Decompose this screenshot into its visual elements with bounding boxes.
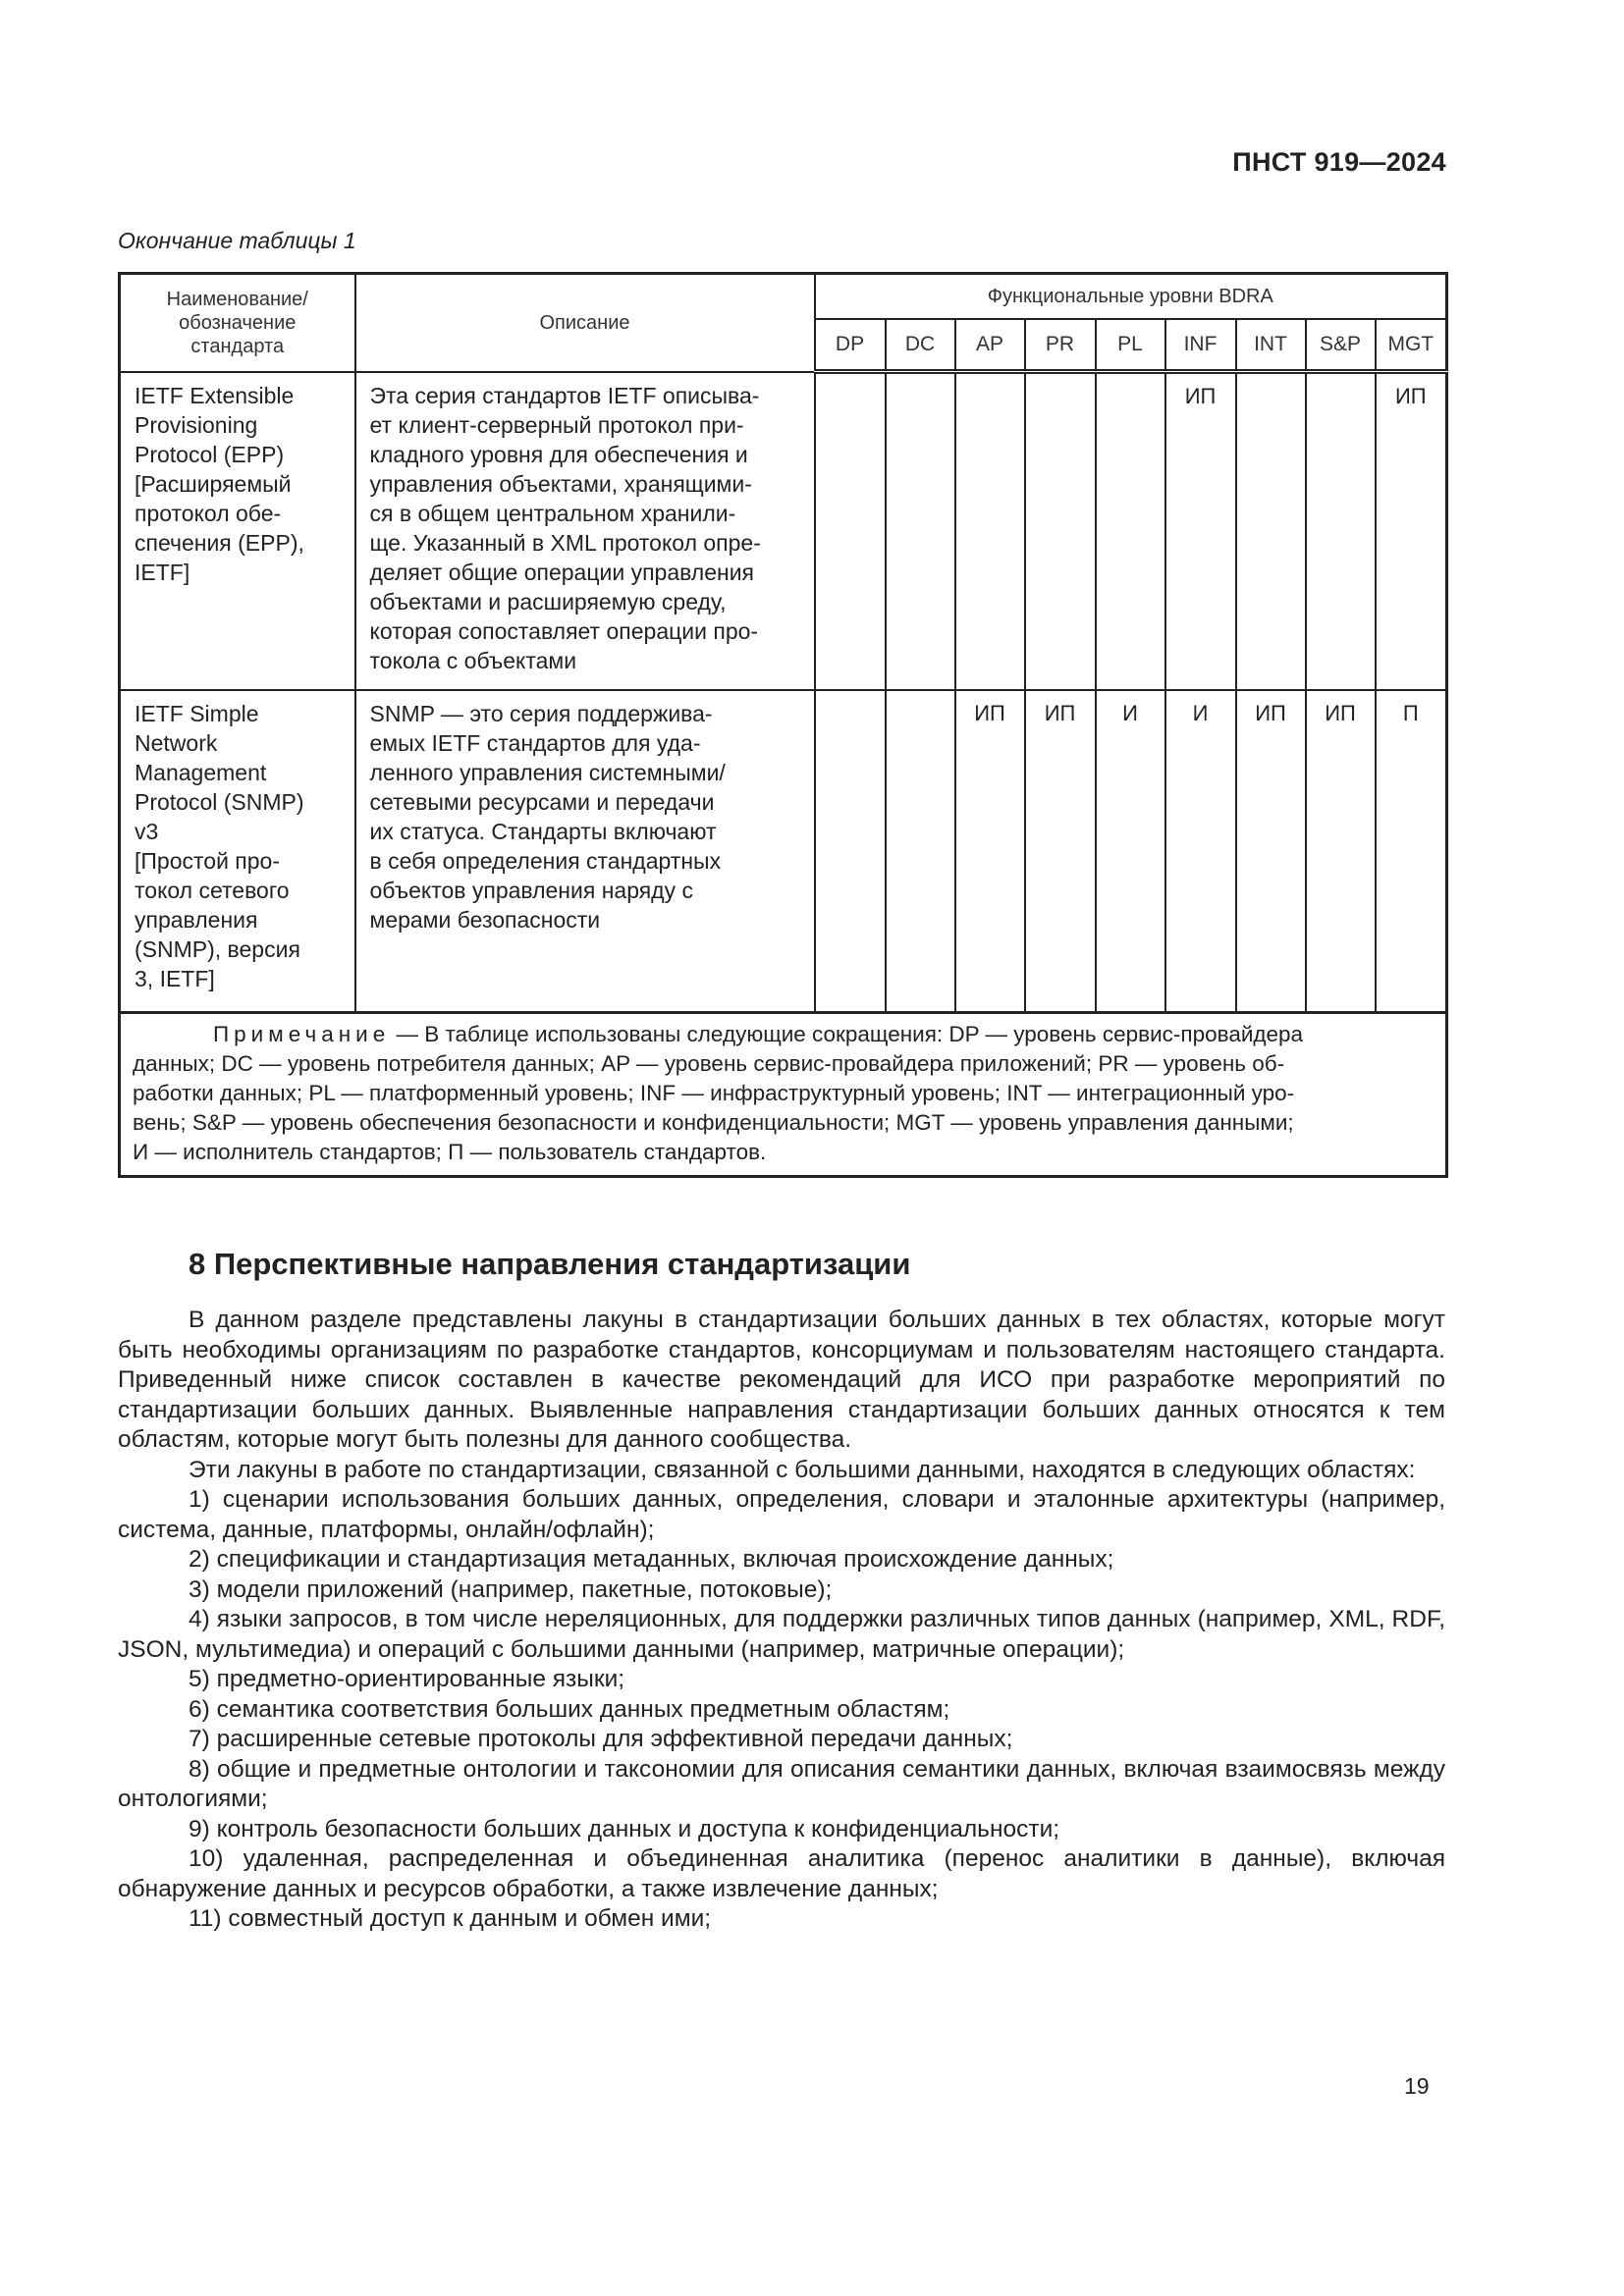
description-cell xyxy=(355,372,815,690)
description-line: мерами безопасности xyxy=(369,906,601,933)
list-item: 5) предметно-ориентированные языки; xyxy=(189,1666,625,1692)
standard-name-cell xyxy=(120,690,355,1013)
list-item: 2) спецификации и стандартизация метаданных, включая происхождение данных; xyxy=(189,1546,1114,1573)
header-levels-group: Функциональные уровни BDRA xyxy=(815,274,1447,320)
level-cell: И xyxy=(1096,690,1165,1013)
standard-name-line: [Расширяемый xyxy=(135,470,292,497)
header-level: MGT xyxy=(1376,319,1447,372)
header-level: INT xyxy=(1236,319,1306,372)
standard-name-line: Protocol (EPP) xyxy=(135,441,285,467)
header-level: PL xyxy=(1096,319,1165,372)
description-line: сетевыми ресурсами и передачи xyxy=(369,788,715,815)
level-cell: ИП xyxy=(955,690,1025,1013)
header-level: INF xyxy=(1165,319,1236,372)
description-line: деляет общие операции управления xyxy=(369,559,755,585)
level-cell xyxy=(1306,372,1376,690)
level-cell: ИП xyxy=(1165,372,1236,690)
level-cell xyxy=(1236,372,1306,690)
description-line: Эта серия стандартов IETF описыва- xyxy=(369,382,760,408)
list-item: 4) языки запросов, в том числе нереляционных, для поддержки различных типов данных (например, XML, RDF, JSON, мультимедиа) и операций с большими данными (например, матричные операции); xyxy=(118,1606,1445,1663)
standard-name-line: v3 xyxy=(135,818,159,844)
description-cell xyxy=(355,690,815,1013)
description-line: емых IETF стандартов для уда- xyxy=(369,729,701,756)
table-note-row xyxy=(120,1012,1447,1176)
note-line: работки данных; PL — платформенный уровень; INF — инфраструктурный уровень; INT — интеграционный уро- xyxy=(133,1080,1295,1105)
description-line: токола с объектами xyxy=(369,647,577,673)
table-row xyxy=(120,372,1447,690)
level-cell: П xyxy=(1376,690,1447,1013)
description-line: ся в общем центральном хранили- xyxy=(369,500,736,526)
standard-name-line: [Простой про- xyxy=(135,847,281,874)
header-level: S&P xyxy=(1306,319,1376,372)
note-line xyxy=(133,1020,1435,1049)
level-cell: И xyxy=(1165,690,1236,1013)
list-item: 9) контроль безопасности больших данных и доступа к конфиденциальности; xyxy=(189,1815,1060,1842)
header-name xyxy=(120,274,355,372)
description-line: SNMP — это серия поддержива- xyxy=(369,700,713,726)
description-line: управления объектами, хранящими- xyxy=(369,470,752,497)
level-cell: ИП xyxy=(1236,690,1306,1013)
description-line: ще. Указанный в XML протокол опре- xyxy=(369,529,761,556)
header-description: Описание xyxy=(355,274,815,372)
header-name-line: обозначение xyxy=(179,311,297,334)
standard-name-line: протокол обе- xyxy=(135,500,282,526)
standard-name-line: Provisioning xyxy=(135,411,258,438)
level-cell xyxy=(815,690,886,1013)
list-item: 3) модели приложений (например, пакетные, потоковые); xyxy=(189,1575,833,1603)
note-line: вень; S&P — уровень обеспечения безопасности и конфиденциальности; MGT — уровень управления данными; xyxy=(133,1109,1294,1135)
description-line: их статуса. Стандарты включают xyxy=(369,818,717,844)
level-cell xyxy=(886,690,955,1013)
note-line: И — исполнитель стандартов; П — пользователь стандартов. xyxy=(133,1139,767,1164)
level-cell xyxy=(886,372,955,690)
table-note xyxy=(120,1012,1447,1176)
header-level: DP xyxy=(815,319,886,372)
standards-table xyxy=(118,272,1448,1178)
description-line: которая сопоставляет операции про- xyxy=(369,617,759,644)
level-cell xyxy=(815,372,886,690)
standard-name-line: Protocol (SNMP) xyxy=(135,788,304,815)
level-cell: ИП xyxy=(1306,690,1376,1013)
standard-name-line: спечения (EPP), xyxy=(135,529,304,556)
level-cell xyxy=(1096,372,1165,690)
list-item: 8) общие и предметные онтологии и таксономии для описания семантики данных, включая взаимосвязь между онтологиями; xyxy=(118,1755,1445,1812)
standard-name-line: (SNMP), версия xyxy=(135,935,300,962)
description-line: ленного управления системными/ xyxy=(369,759,726,785)
description-line: объектов управления наряду с xyxy=(369,877,693,903)
section-8 xyxy=(118,1245,1445,1935)
standard-name-line: токол сетевого xyxy=(135,877,290,903)
section-title: 8 Перспективные направления стандартизации xyxy=(189,1247,911,1281)
description-line: объектами и расширяемую среду, xyxy=(369,588,727,614)
paragraph: В данном разделе представлены лакуны в стандартизации больших данных в тех областях, которые могут быть необходимы организациям по разработке стандартов, консорциумам и пользователям настоящего стандарта. Приведенный ниже список составлен в качестве рекомендаций для ИСО при разработке мероприятий по стандартизации больших данных. Выявленные направления стандартизации больших данных относятся к тем областям, которые могут быть полезны для данного сообщества. xyxy=(118,1307,1445,1453)
document-code: ПНСТ 919—2024 xyxy=(1232,147,1446,177)
note-line: данных; DC — уровень потребителя данных; AP — уровень сервис-провайдера приложений; PR — уровень об- xyxy=(133,1050,1285,1076)
standard-name-line: IETF Extensible xyxy=(135,382,295,408)
header-name-line: Наименование/ xyxy=(166,288,308,310)
page-number: 19 xyxy=(1404,2073,1430,2099)
table-row xyxy=(120,690,1447,1013)
standard-name-line: IETF Simple xyxy=(135,700,259,726)
list-item: 7) расширенные сетевые протоколы для эффективной передачи данных; xyxy=(189,1726,1013,1752)
standard-name-line: IETF] xyxy=(135,559,190,585)
standard-name-line: Network xyxy=(135,729,218,756)
paragraph: Эти лакуны в работе по стандартизации, связанной с большими данными, находятся в следующих областях: xyxy=(189,1456,1416,1483)
list-item: 6) семантика соответствия больших данных предметным областям; xyxy=(189,1695,950,1723)
standard-name-line: управления xyxy=(135,906,258,933)
list-item: 10) удаленная, распределенная и объединенная аналитика (перенос аналитики в данные), включая обнаружение данных и ресурсов обработки, а также извлечение данных; xyxy=(118,1845,1445,1902)
standard-name-line: Management xyxy=(135,759,267,785)
level-cell xyxy=(955,372,1025,690)
note-text: — В таблице использованы следующие сокращения: DP — уровень сервис-провайдера xyxy=(390,1021,1304,1046)
table-caption: Окончание таблицы 1 xyxy=(118,228,356,253)
section-body xyxy=(118,1306,1445,1935)
header-level: AP xyxy=(955,319,1025,372)
standard-name-cell xyxy=(120,372,355,690)
header-name-line: стандарта xyxy=(190,335,285,357)
list-item: 1) сценарии использования больших данных, определения, словари и эталонные архитектуры (например, система, данные, платформы, онлайн/офлайн); xyxy=(118,1486,1445,1543)
header-level: PR xyxy=(1025,319,1096,372)
level-cell: ИП xyxy=(1025,690,1096,1013)
level-cell xyxy=(1025,372,1096,690)
standard-name-line: 3, IETF] xyxy=(135,965,215,991)
header-level: DC xyxy=(886,319,955,372)
description-line: в себя определения стандартных xyxy=(369,847,722,874)
level-cell: ИП xyxy=(1376,372,1447,690)
description-line: ет клиент-серверный протокол при- xyxy=(369,411,744,438)
note-label: Примечание xyxy=(213,1021,391,1046)
description-line: кладного уровня для обеспечения и xyxy=(369,441,748,467)
list-item: 11) совместный доступ к данным и обмен ими; xyxy=(189,1905,712,1932)
